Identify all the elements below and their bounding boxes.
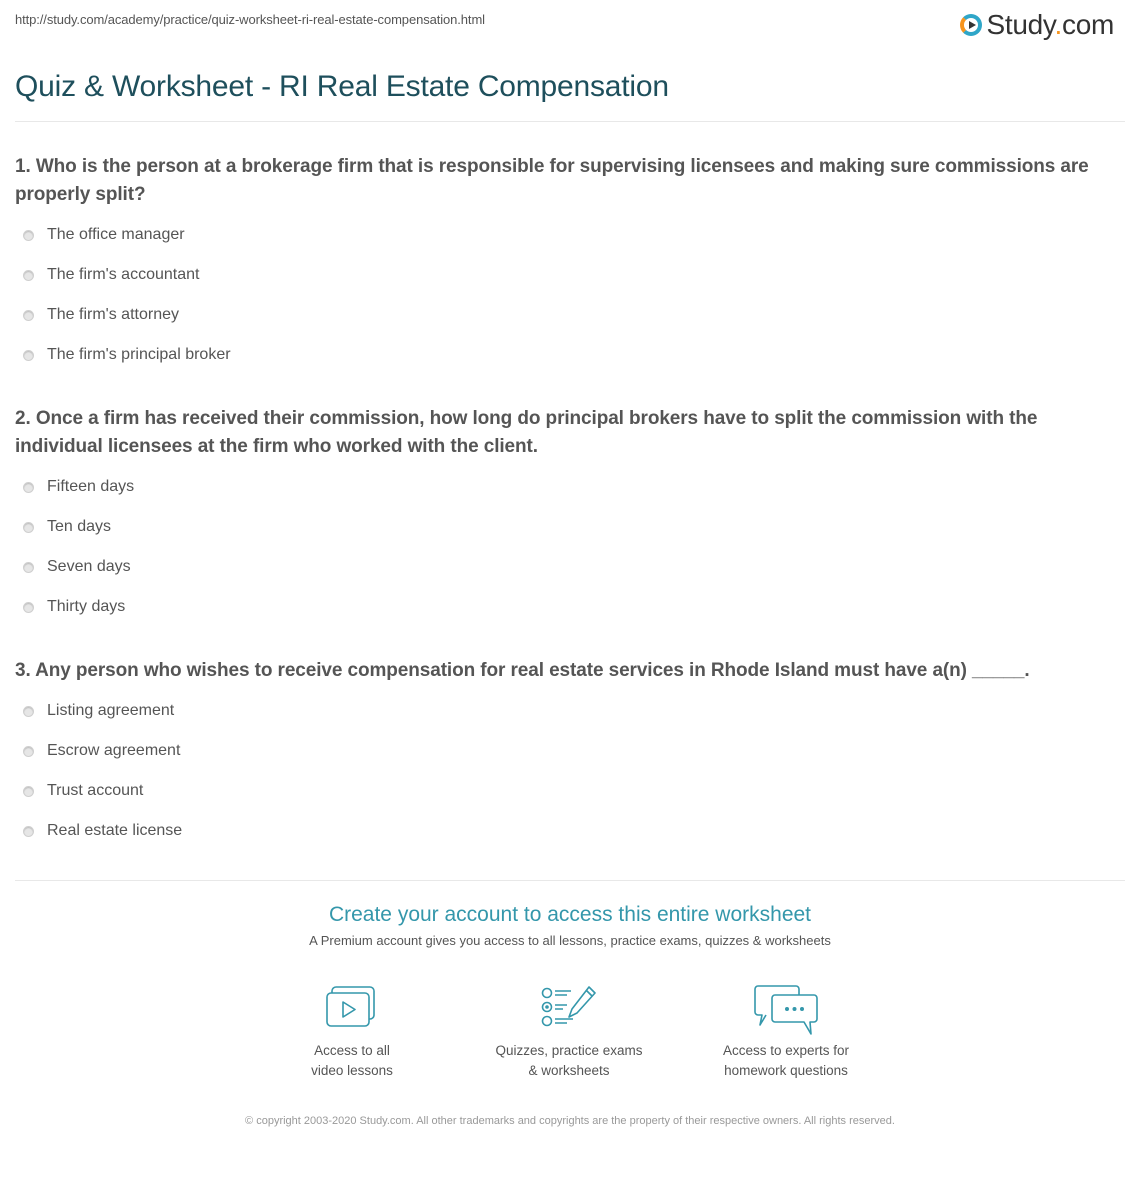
copyright-notice: © copyright 2003-2020 Study.com. All other trademarks and copyrights are the property of their respective owners. All rights reserved. (245, 1115, 895, 1127)
feature-label: Access to all (314, 1043, 390, 1058)
logo-text: Study.com (986, 9, 1114, 40)
radio-button[interactable] (23, 786, 34, 797)
chat-bubbles-icon (754, 985, 818, 1035)
radio-button[interactable] (23, 562, 34, 573)
radio-button[interactable] (23, 482, 34, 493)
radio-button[interactable] (23, 310, 34, 321)
answer-label: Escrow agreement (47, 742, 181, 759)
answer-label: The firm's principal broker (47, 346, 231, 363)
radio-button[interactable] (23, 746, 34, 757)
question-1: 1. Who is the person at a brokerage firm that is responsible for supervising licensees and making sure commissions are properly split? (15, 156, 1089, 205)
quiz-checklist-icon (541, 985, 597, 1029)
answer-option[interactable] (23, 226, 185, 244)
answer-label: Fifteen days (47, 478, 135, 495)
answer-label: Listing agreement (47, 702, 175, 719)
video-lessons-icon (326, 985, 378, 1029)
feature-label: homework questions (724, 1063, 848, 1078)
answer-label: Ten days (47, 518, 112, 535)
feature-label: & worksheets (528, 1063, 610, 1078)
answer-option[interactable] (23, 598, 125, 616)
divider (15, 121, 1125, 122)
divider (15, 880, 1125, 881)
answer-label: Trust account (47, 782, 144, 799)
answer-option[interactable] (23, 346, 231, 364)
page-title: Quiz & Worksheet - RI Real Estate Compensation (15, 70, 669, 103)
answer-option[interactable] (23, 822, 182, 840)
radio-button[interactable] (23, 602, 34, 613)
answer-label: Real estate license (47, 822, 183, 839)
answer-label: The firm's attorney (47, 306, 179, 323)
question-2: 2. Once a firm has received their commission, how long do principal brokers have to split the commission with the individual licensees at the firm who worked with the client. (15, 408, 1038, 457)
answer-label: Thirty days (47, 598, 126, 615)
answer-option[interactable] (23, 702, 174, 720)
feature-experts (686, 985, 886, 1081)
play-circle-icon (960, 14, 982, 36)
answer-option[interactable] (23, 742, 180, 760)
cta-subtitle: A Premium account gives you access to all lessons, practice exams, quizzes & worksheets (309, 933, 831, 948)
radio-button[interactable] (23, 230, 34, 241)
radio-button[interactable] (23, 270, 34, 281)
feature-label: Quizzes, practice exams (495, 1043, 643, 1058)
study-logo[interactable] (960, 9, 1114, 41)
answer-option[interactable] (23, 558, 131, 576)
radio-button[interactable] (23, 826, 34, 837)
feature-quizzes (469, 985, 669, 1081)
create-account-link[interactable]: Create your account to access this entire worksheet (328, 903, 812, 926)
answer-label: The firm's accountant (47, 266, 200, 283)
radio-button[interactable] (23, 706, 34, 717)
answer-option[interactable] (23, 478, 134, 496)
answer-option[interactable] (23, 518, 111, 536)
answer-option[interactable] (23, 266, 199, 284)
radio-button[interactable] (23, 522, 34, 533)
page-url: http://study.com/academy/practice/quiz-worksheet-ri-real-estate-compensation.html (15, 12, 485, 27)
feature-label: Access to experts for (722, 1043, 850, 1058)
feature-label: video lessons (311, 1063, 393, 1078)
answer-option[interactable] (23, 782, 143, 800)
question-3: 3. Any person who wishes to receive compensation for real estate services in Rhode Island must have a(n) _____. (15, 660, 1030, 681)
feature-video-lessons (252, 985, 452, 1081)
answer-label: The office manager (47, 226, 185, 243)
answer-option[interactable] (23, 306, 179, 324)
radio-button[interactable] (23, 350, 34, 361)
answer-label: Seven days (47, 558, 131, 575)
